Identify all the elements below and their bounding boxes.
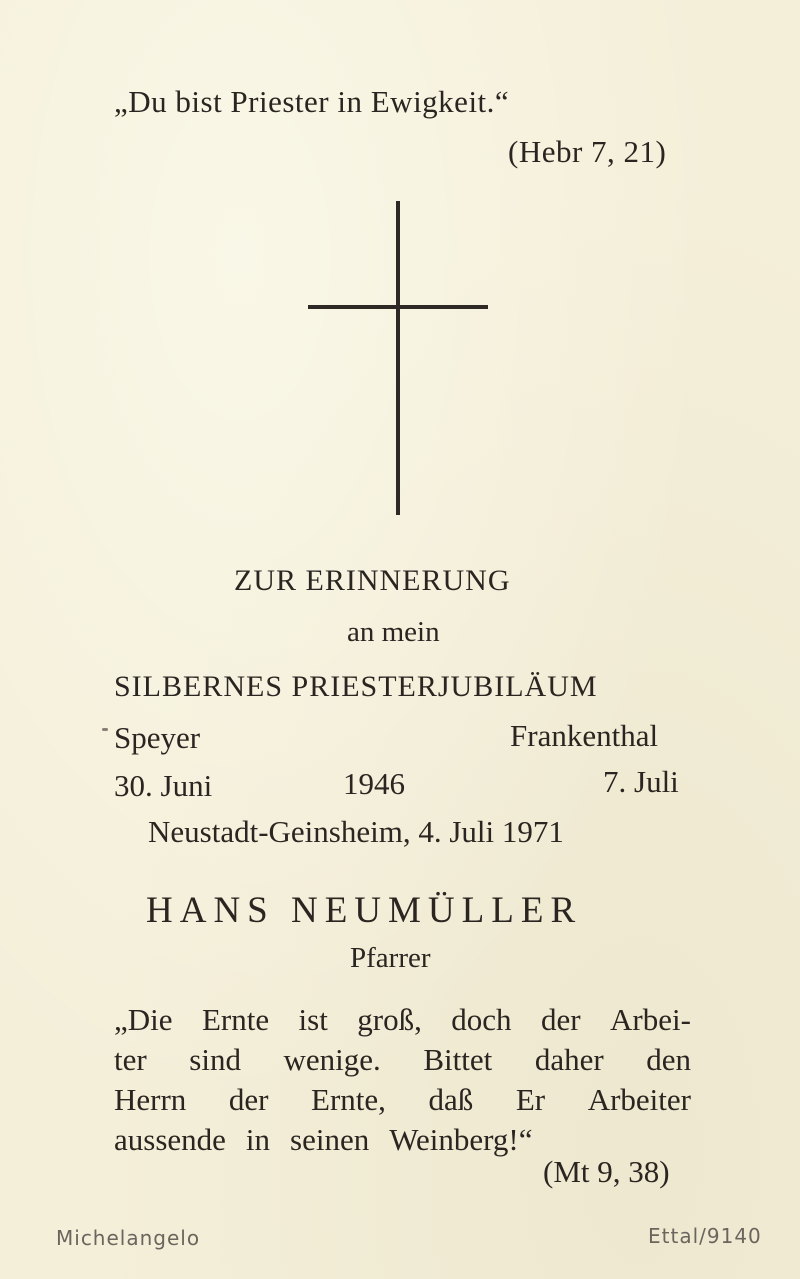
verse-line bbox=[114, 1040, 691, 1080]
verse-word: wenige. bbox=[283, 1042, 381, 1077]
verse-word: doch bbox=[451, 1002, 512, 1037]
verse-word: Ernte bbox=[201, 1002, 270, 1037]
date-left: 30. Juni bbox=[114, 768, 213, 803]
verse-word: Herrn bbox=[114, 1082, 187, 1117]
publisher-code: Ettal/9140 bbox=[648, 1224, 762, 1248]
date-right: 7. Juli bbox=[603, 764, 679, 799]
memorial-heading: ZUR ERINNERUNG bbox=[234, 564, 511, 597]
verse-word: daher bbox=[534, 1042, 604, 1077]
ordination-year: 1946 bbox=[343, 766, 405, 801]
verse-word: „Die bbox=[114, 1002, 173, 1037]
place-left: Speyer bbox=[114, 720, 201, 755]
ink-speck bbox=[102, 728, 108, 731]
verse-line bbox=[114, 1000, 691, 1040]
artist-credit: Michelangelo bbox=[56, 1226, 201, 1250]
verse-line bbox=[114, 1080, 691, 1120]
epigraph-reference: (Hebr 7, 21) bbox=[508, 134, 667, 169]
verse-word: Bittet bbox=[423, 1042, 493, 1077]
priest-name: HANS NEUMÜLLER bbox=[146, 890, 583, 931]
verse-word: sind bbox=[189, 1042, 241, 1077]
verse-word: Arbei- bbox=[610, 1002, 691, 1037]
verse-reference: (Mt 9, 38) bbox=[543, 1154, 670, 1189]
verse-word: Weinberg!“ bbox=[389, 1122, 533, 1157]
verse-word: ist bbox=[298, 1002, 328, 1037]
verse-word: aussende bbox=[114, 1122, 226, 1157]
verse-word: in bbox=[245, 1122, 271, 1157]
verse-word: seinen bbox=[290, 1122, 370, 1157]
verse-word: Arbeiter bbox=[587, 1082, 691, 1117]
epigraph-quote: „Du bist Priester in Ewigkeit.“ bbox=[114, 84, 510, 119]
cross-vertical-bar bbox=[396, 201, 400, 515]
bible-verse bbox=[114, 1000, 691, 1160]
verse-word: den bbox=[646, 1042, 691, 1077]
priest-role: Pfarrer bbox=[350, 942, 431, 974]
cross-horizontal-bar bbox=[308, 305, 488, 309]
celebration-place-date: Neustadt-Geinsheim, 4. Juli 1971 bbox=[148, 814, 564, 849]
occasion-title: SILBERNES PRIESTERJUBILÄUM bbox=[114, 670, 598, 703]
verse-word: daß bbox=[428, 1082, 474, 1117]
verse-word: ter bbox=[114, 1042, 147, 1077]
place-right: Frankenthal bbox=[510, 718, 659, 753]
verse-word: Ernte, bbox=[311, 1082, 386, 1117]
connector-text: an mein bbox=[347, 616, 440, 648]
verse-word: groß, bbox=[357, 1002, 422, 1037]
verse-word: Er bbox=[515, 1082, 546, 1117]
verse-word: der bbox=[228, 1082, 269, 1117]
verse-word: der bbox=[541, 1002, 581, 1037]
